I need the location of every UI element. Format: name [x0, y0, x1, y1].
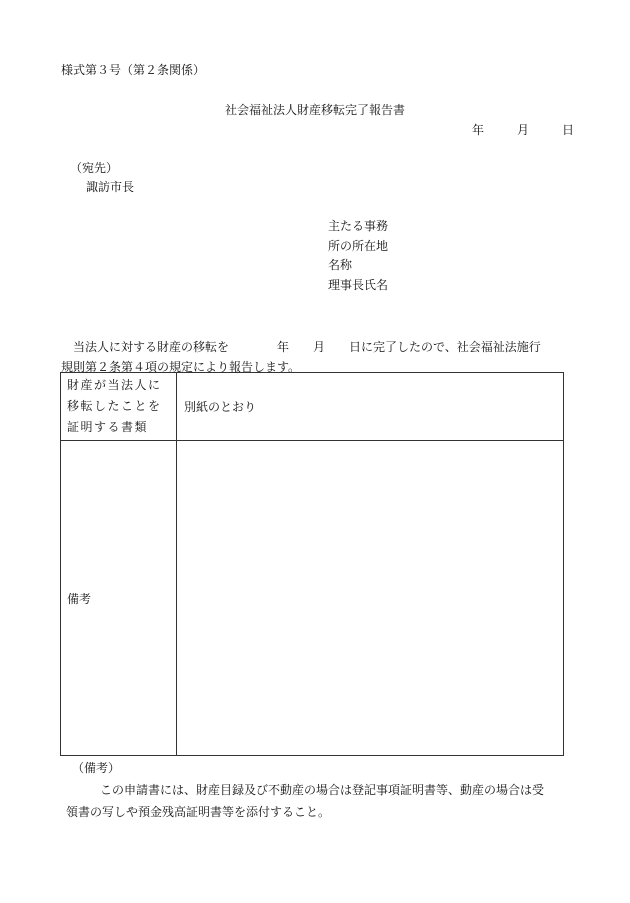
form-number: 様式第３号（第２条関係）: [61, 63, 206, 77]
transfer-docs-label-line3: 証明する書類: [67, 420, 149, 434]
transfer-docs-value[interactable]: 別紙のとおり: [177, 373, 564, 441]
report-body: [61, 337, 573, 377]
date-month-label: 月: [517, 123, 530, 137]
date-day-label: 日: [562, 123, 575, 137]
remarks-label: 備考: [61, 441, 177, 756]
report-body-line1: 当法人に対する財産の移転を 年 月 日に完了したので、社会福祉法施行: [73, 340, 541, 354]
transfer-docs-label: [61, 373, 177, 441]
notes-text-line1: この申請書には、財産目録及び不動産の場合は登記事項証明書等、動産の場合は受: [100, 783, 545, 797]
notes-text: [66, 779, 574, 823]
notes-text-line2: 領書の写しや預金残高証明書等を添付すること。: [66, 805, 331, 819]
addressee-name: 諏訪市長: [86, 180, 135, 194]
date-line: [472, 124, 574, 136]
date-year-label: 年: [472, 123, 485, 137]
applicant-office-label-line2: 所の所在地: [328, 239, 389, 253]
table-row: [61, 441, 564, 756]
table-row: [61, 373, 564, 441]
transfer-docs-label-line1: 財産が当法人に: [67, 378, 162, 392]
remarks-value[interactable]: [177, 441, 564, 756]
applicant-office-label-line1: 主たる事務: [328, 219, 389, 233]
document-title: 社会福祉法人財産移転完了報告書: [224, 103, 405, 117]
notes-heading: （備考）: [72, 761, 121, 775]
report-form-table: [60, 372, 564, 756]
applicant-name-label: 名称: [328, 258, 353, 272]
applicant-representative-label: 理事長氏名: [328, 278, 389, 292]
addressee-label: （宛先）: [70, 161, 119, 175]
transfer-docs-label-line2: 移転したことを: [67, 399, 162, 413]
report-body-line2: 規則第２条第４項の規定により報告します。: [61, 360, 301, 374]
